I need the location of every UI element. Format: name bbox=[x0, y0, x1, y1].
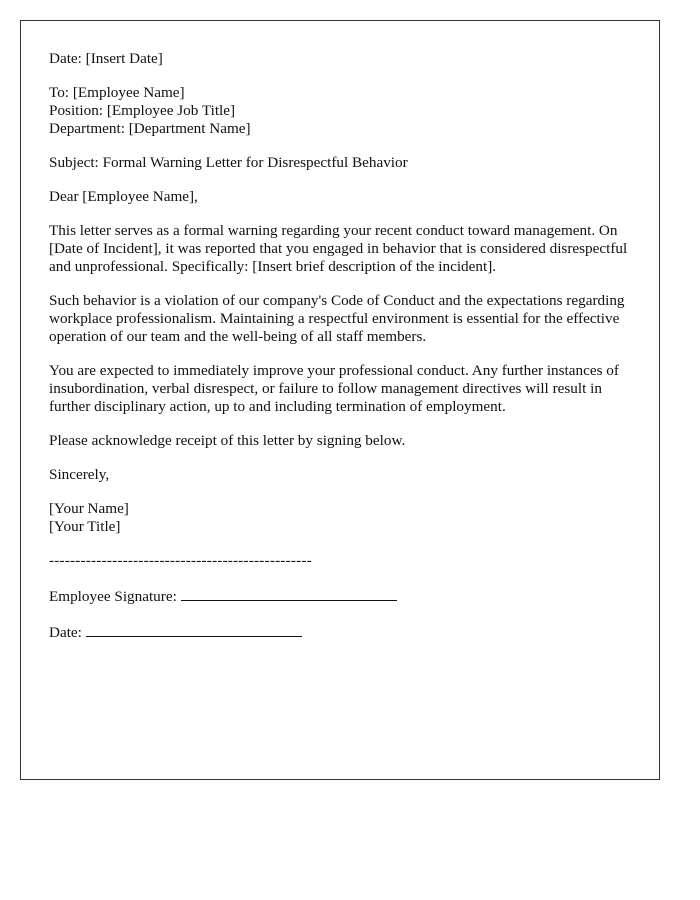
separator-line: -------------------------------------------------- bbox=[49, 552, 312, 569]
employee-signature-line[interactable] bbox=[181, 586, 397, 601]
sender-name: [Your Name] bbox=[49, 500, 129, 517]
salutation: Dear [Employee Name], bbox=[49, 188, 198, 205]
body-paragraph-1: This letter serves as a formal warning regarding your recent conduct toward management. On [Date of Incident], it was reported that you engaged in behavior that is considered disrespectful and unprofessional. Specifically: [Insert brief description of the incident]. bbox=[49, 222, 628, 275]
acknowledge-paragraph: Please acknowledge receipt of this letter by signing below. bbox=[49, 432, 406, 449]
position-line: Position: [Employee Job Title] bbox=[49, 102, 236, 119]
body-paragraph-3: You are expected to immediately improve your professional conduct. Any further instances of insubordination, verbal disrespect, or failure to follow management directives will result in further disciplinary action, up to and including termination of employment. bbox=[49, 362, 619, 415]
recipient-block bbox=[49, 84, 631, 138]
date-line: Date: [Insert Date] bbox=[49, 50, 163, 67]
signature-date-label: Date: bbox=[49, 624, 86, 641]
sender-title: [Your Title] bbox=[49, 518, 121, 535]
subject-line: Subject: Formal Warning Letter for Disrespectful Behavior bbox=[49, 154, 408, 171]
letter-page bbox=[20, 20, 660, 780]
employee-signature-label: Employee Signature: bbox=[49, 588, 181, 605]
signature-date-line[interactable] bbox=[86, 622, 302, 637]
employee-signature-row bbox=[49, 586, 631, 606]
signature-date-row bbox=[49, 622, 631, 642]
sender-block bbox=[49, 500, 631, 536]
body-paragraph-2: Such behavior is a violation of our company's Code of Conduct and the expectations regarding workplace professionalism. Maintaining a respectful environment is essential for the effective operation of our team and the well-being of all staff members. bbox=[49, 292, 625, 345]
department-line: Department: [Department Name] bbox=[49, 120, 251, 137]
closing: Sincerely, bbox=[49, 466, 110, 483]
to-line: To: [Employee Name] bbox=[49, 84, 185, 101]
